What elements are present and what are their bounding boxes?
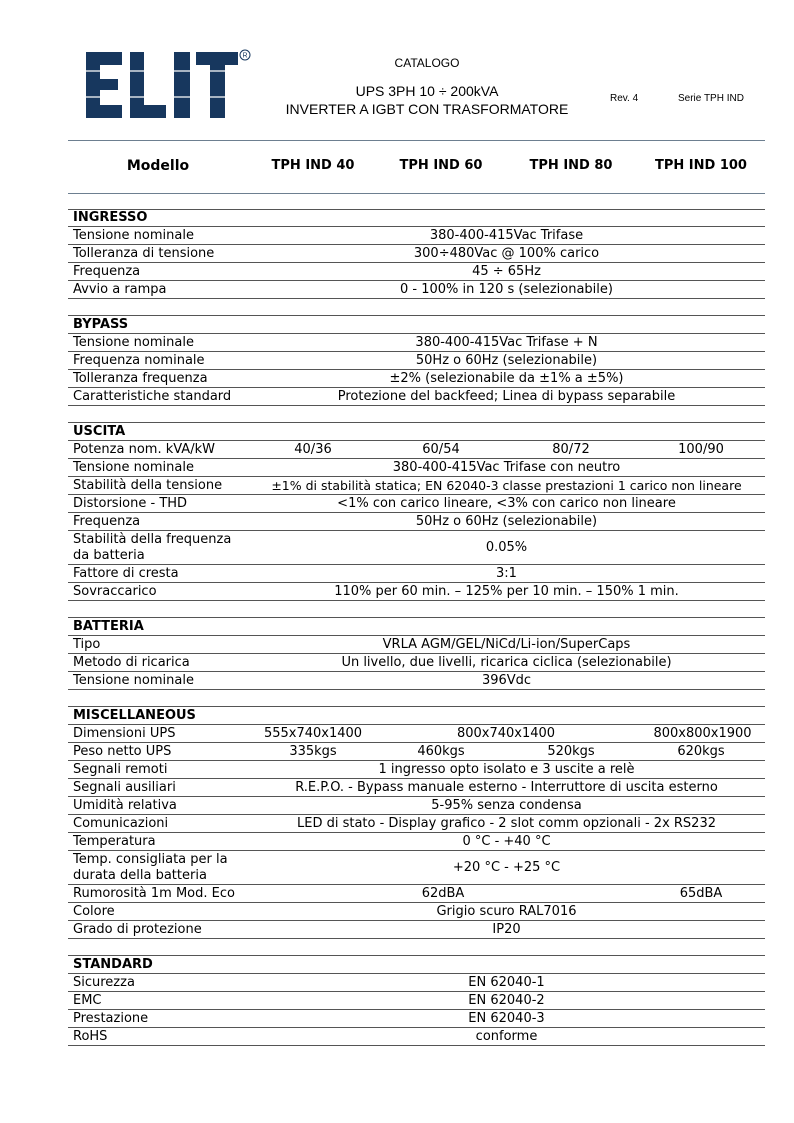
row-label: Grado di protezione — [73, 922, 202, 937]
row-label: Frequenza — [73, 514, 141, 529]
row-label: Peso netto UPS — [73, 744, 172, 759]
section-gap — [68, 299, 765, 316]
row-value: 396Vdc — [481, 673, 532, 688]
row-label: Avvio a rampa — [73, 282, 167, 297]
table-row — [68, 245, 765, 263]
section-title: BATTERIA — [73, 619, 144, 634]
row-value: 0 - 100% in 120 s (selezionabile) — [400, 282, 613, 297]
section-ingresso — [68, 209, 765, 227]
row-value: EN 62040-2 — [468, 993, 545, 1008]
row-value: EN 62040-3 — [468, 1011, 545, 1026]
row-value: 3:1 — [496, 566, 517, 581]
divider — [68, 209, 765, 210]
section-uscita — [68, 423, 765, 441]
row-value: <1% con carico lineare, <3% con carico non lineare — [337, 496, 676, 511]
row-label: Sicurezza — [73, 975, 135, 990]
row-value: Protezione del backfeed; Linea di bypass separabile — [337, 389, 676, 404]
row-value: LED di stato - Display grafico - 2 slot comm opzionali - 2x RS232 — [296, 816, 716, 831]
table-row — [68, 565, 765, 583]
row-value: Grigio scuro RAL7016 — [436, 904, 577, 919]
table-row — [68, 531, 765, 565]
table-row — [68, 513, 765, 531]
table-row — [68, 281, 765, 299]
section-title: MISCELLANEOUS — [73, 708, 196, 723]
row-value: 60/54 — [422, 442, 460, 457]
table-row — [68, 636, 765, 654]
table-row — [68, 654, 765, 672]
table-row — [68, 974, 765, 992]
row-label: Dimensioni UPS — [73, 726, 176, 741]
section-title: USCITA — [73, 424, 126, 439]
model-tph-40: TPH IND 40 — [271, 158, 355, 173]
table-row — [68, 672, 765, 690]
row-label: Stabilità della frequenza da batteria — [73, 532, 232, 563]
table-row — [68, 370, 765, 388]
row-value: 80/72 — [552, 442, 590, 457]
table-row — [68, 797, 765, 815]
section-title: INGRESSO — [73, 210, 148, 225]
table-row — [68, 992, 765, 1010]
row-label: Segnali ausiliari — [73, 780, 176, 795]
row-value: 40/36 — [294, 442, 332, 457]
catalog-label: CATALOGO — [394, 56, 460, 70]
table-row — [68, 583, 765, 601]
table-row — [68, 388, 765, 406]
row-label: Rumorosità 1m Mod. Eco — [73, 886, 235, 901]
divider — [68, 193, 765, 194]
row-label: Potenza nom. kVA/kW — [73, 442, 215, 457]
row-label: Frequenza nominale — [73, 353, 205, 368]
row-label: Umidità relativa — [73, 798, 177, 813]
section-gap — [68, 939, 765, 956]
row-label: Frequenza — [73, 264, 141, 279]
row-value: conforme — [475, 1029, 538, 1044]
row-value: R.E.P.O. - Bypass manuale esterno - Interruttore di uscita esterno — [295, 780, 718, 795]
row-value: EN 62040-1 — [468, 975, 545, 990]
table-row — [68, 761, 765, 779]
section-batteria — [68, 618, 765, 636]
row-label: Temperatura — [73, 834, 156, 849]
row-value: 380-400-415Vac Trifase + N — [415, 335, 598, 350]
section-standard — [68, 956, 765, 974]
model-header-row — [68, 158, 765, 178]
section-gap — [68, 601, 765, 618]
row-value: 1 ingresso opto isolato e 3 uscite a relè — [378, 762, 635, 777]
row-value: 800x800x1900 — [653, 726, 752, 741]
table-row — [68, 851, 765, 885]
spec-table — [68, 209, 765, 1046]
row-value: 62dBA — [421, 886, 465, 901]
row-label: Stabilità della tensione — [73, 478, 223, 493]
header-line-1: UPS 3PH 10 ÷ 200kVA — [355, 83, 499, 99]
divider — [68, 140, 765, 141]
row-value: 50Hz o 60Hz (selezionabile) — [415, 514, 598, 529]
section-bypass — [68, 316, 765, 334]
row-label: Segnali remoti — [73, 762, 168, 777]
row-value: 555x740x1400 — [263, 726, 363, 741]
table-row — [68, 743, 765, 761]
row-label: Tipo — [73, 637, 101, 652]
row-value: VRLA AGM/GEL/NiCd/Li-ion/SuperCaps — [382, 637, 631, 652]
row-value: 335kgs — [289, 744, 337, 759]
row-value: 100/90 — [678, 442, 724, 457]
row-value: 0.05% — [485, 540, 528, 555]
section-title: STANDARD — [73, 957, 153, 972]
table-row — [68, 1010, 765, 1028]
table-row — [68, 1028, 765, 1046]
row-label: Tensione nominale — [73, 335, 194, 350]
row-label: Tensione nominale — [73, 460, 194, 475]
table-row — [68, 833, 765, 851]
row-label: RoHS — [73, 1029, 108, 1044]
row-value: 380-400-415Vac Trifase — [429, 228, 584, 243]
row-label: Tensione nominale — [73, 228, 194, 243]
row-value: 5-95% senza condensa — [431, 798, 582, 813]
row-value: 460kgs — [417, 744, 465, 759]
table-row — [68, 477, 765, 495]
row-value: 520kgs — [547, 744, 595, 759]
table-row — [68, 921, 765, 939]
row-label: Fattore di cresta — [73, 566, 179, 581]
table-row — [68, 779, 765, 797]
table-row — [68, 227, 765, 245]
model-tph-60: TPH IND 60 — [399, 158, 483, 173]
header-line-2: INVERTER A IGBT CON TRASFORMATORE — [285, 101, 569, 117]
row-label: Tolleranza di tensione — [73, 246, 215, 261]
table-row — [68, 352, 765, 370]
table-row — [68, 815, 765, 833]
svg-text:R: R — [242, 52, 248, 60]
section-gap — [68, 406, 765, 423]
row-value: 620kgs — [677, 744, 725, 759]
row-label: Tolleranza frequenza — [73, 371, 208, 386]
row-value: ±2% (selezionabile da ±1% a ±5%) — [389, 371, 624, 386]
row-value: Un livello, due livelli, ricarica ciclica (selezionabile) — [341, 655, 672, 670]
row-value: 0 °C - +40 °C — [462, 834, 551, 849]
table-row — [68, 495, 765, 513]
row-value: IP20 — [492, 922, 521, 937]
row-label: Caratteristiche standard — [73, 389, 232, 404]
model-tph-100: TPH IND 100 — [655, 158, 747, 173]
row-label: Distorsione - THD — [73, 496, 188, 511]
table-row — [68, 725, 765, 743]
table-row — [68, 885, 765, 903]
row-value: 50Hz o 60Hz (selezionabile) — [415, 353, 598, 368]
row-value: 45 ÷ 65Hz — [472, 264, 541, 279]
section-gap — [68, 690, 765, 707]
row-label: Prestazione — [73, 1011, 149, 1026]
table-row — [68, 334, 765, 352]
table-row — [68, 459, 765, 477]
row-value: 800x740x1400 — [456, 726, 556, 741]
table-row — [68, 903, 765, 921]
row-label: Temp. consigliata per la durata della batteria — [73, 852, 228, 883]
table-row — [68, 441, 765, 459]
row-value: 110% per 60 min. – 125% per 10 min. – 150% 1 min. — [334, 584, 679, 599]
row-value: 300÷480Vac @ 100% carico — [413, 246, 600, 261]
row-label: Sovraccarico — [73, 584, 157, 599]
section-title: BYPASS — [73, 317, 129, 332]
row-value: 65dBA — [679, 886, 723, 901]
row-label: Comunicazioni — [73, 816, 169, 831]
row-label: Colore — [73, 904, 115, 919]
row-value: ±1% di stabilità statica; EN 62040-3 classe prestazioni 1 carico non lineare — [271, 478, 742, 493]
revision-label: Rev. 4 — [610, 93, 639, 104]
row-label: Tensione nominale — [73, 673, 194, 688]
section-miscellaneous — [68, 707, 765, 725]
series-label: Serie TPH IND — [678, 93, 744, 104]
row-label: EMC — [73, 993, 102, 1008]
model-label: Modello — [126, 158, 190, 174]
model-tph-80: TPH IND 80 — [529, 158, 613, 173]
row-value: +20 °C - +25 °C — [452, 860, 561, 875]
table-row — [68, 263, 765, 281]
row-label: Metodo di ricarica — [73, 655, 190, 670]
row-value: 380-400-415Vac Trifase con neutro — [392, 460, 621, 475]
